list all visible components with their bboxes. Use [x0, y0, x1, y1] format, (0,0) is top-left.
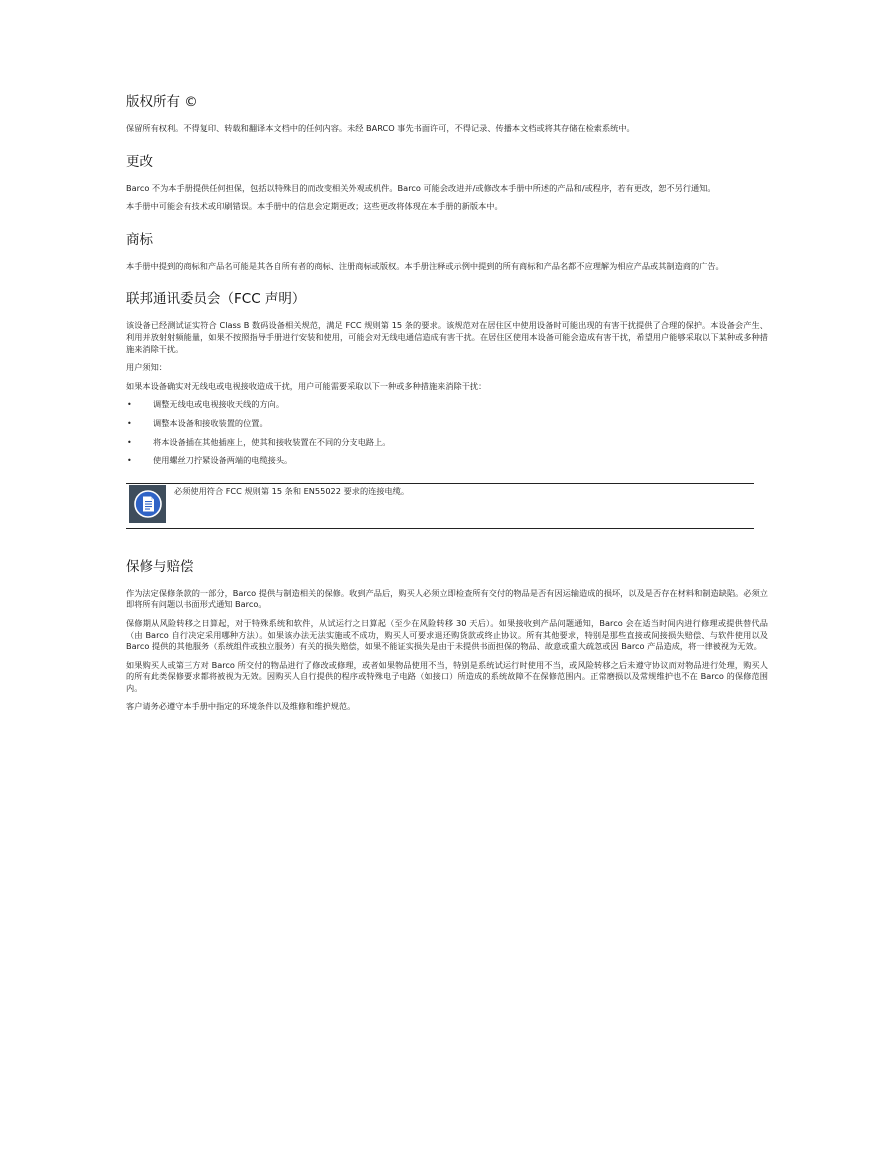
list-item: [126, 399, 768, 411]
warranty-section: [126, 557, 768, 713]
list-item: [126, 455, 768, 467]
copyright-section: [126, 92, 768, 135]
changes-paragraph-2: 本手册中可能会有技术或印刷错误。本手册中的信息会定期更改；这些更改将体现在本手册的新版本中。: [126, 201, 503, 212]
list-item-text: 调整本设备和接收装置的位置。: [153, 417, 268, 428]
fcc-measures-list: [126, 399, 768, 466]
note-text: 必须使用符合 FCC 规则第 15 条和 EN55022 要求的连接电缆。: [174, 485, 410, 496]
list-item: [126, 437, 768, 449]
document-page: [126, 92, 768, 730]
warranty-paragraph-1: 作为法定保修条款的一部分，Barco 提供与制造相关的保修。收到产品后，购买人必须立即检查所有交付的物品是否有因运输造成的损坏，以及是否存在材料和制造缺陷。必须立即将所有问题以书面形式通知 Barco。: [126, 587, 768, 610]
note-box: [126, 483, 754, 529]
warranty-paragraph-3: 如果购买人或第三方对 Barco 所交付的物品进行了修改或修理，或者如果物品使用不当，特别是系统试运行时使用不当，或风险转移之后未遵守协议而对物品进行处理，购买人的所有此类保修要求都将被视为无效。因购买人自行提供的程序或特殊电子电路（如接口）所造成的系统故障不在保修范围内。正常磨损以及常规维护也不在 Barco 的保修范围内。: [126, 659, 768, 693]
warranty-paragraph-4: 客户请务必遵守本手册中指定的环境条件以及维修和维护规范。: [126, 701, 356, 712]
fcc-paragraph-2: 用户须知：: [126, 362, 167, 373]
fcc-heading: 联邦通讯委员会（FCC 声明）: [126, 291, 306, 308]
warranty-heading: 保修与赔偿: [126, 558, 194, 575]
list-item-text: 调整无线电或电视接收天线的方向。: [153, 399, 285, 410]
changes-heading: 更改: [126, 153, 153, 170]
bullet: •: [127, 400, 132, 410]
warranty-paragraph-2: 保修期从风险转移之日算起，对于特殊系统和软件，从试运行之日算起（至少在风险转移 30 天后）。如果接收到产品问题通知，Barco 会在适当时间内进行修理或提供替代品（由 Barco 自行决定采用哪种方法）。如果该办法无法实施或不成功，购买人可要求退还购货款或终止协议。所有其他要求，特别是那些直接或间接损失赔偿、与软件使用以及 Barco 提供的其他服务（系统组件或独立服务）有关的损失赔偿，如果不能证实损失是由于未提供书面担保的物品、故意或重大疏忽或因 Barco 产品造成，将一律被视为无效。: [126, 617, 768, 652]
trademarks-paragraph: 本手册中提到的商标和产品名可能是其各自所有者的商标、注册商标或版权。本手册注释或示例中提到的所有商标和产品名都不应理解为相应产品或其制造商的广告。: [126, 260, 724, 271]
bullet: •: [127, 418, 132, 428]
copyright-heading: 版权所有 ©: [126, 94, 198, 110]
bullet: •: [127, 456, 132, 466]
list-item-text: 使用螺丝刀拧紧设备两端的电缆接头。: [153, 455, 293, 466]
list-item-text: 将本设备插在其他插座上，使其和接收装置在不同的分支电路上。: [153, 436, 391, 447]
changes-section: [126, 152, 768, 213]
document-note-icon: [129, 485, 166, 523]
copyright-paragraph: 保留所有权利。不得复印、转载和翻译本文档中的任何内容。未经 BARCO 事先书面许可，不得记录、传播本文档或将其存储在检索系统中。: [126, 123, 635, 133]
trademarks-section: [126, 230, 768, 273]
fcc-paragraph-3: 如果本设备确实对无线电或电视接收造成干扰，用户可能需要采取以下一种或多种措施来消除干扰：: [126, 380, 487, 391]
fcc-section: [126, 289, 768, 528]
fcc-paragraph-1: 该设备已经测试证实符合 Class B 数码设备相关规范，满足 FCC 规则第 15 条的要求。该规范对在居住区中使用设备时可能出现的有害干扰提供了合理的保护。本设备会产生、利用并放射射频能量，如果不按照指导手册进行安装和使用，可能会对无线电通信造成有害干扰。在居住区使用本设备可能会造成有害干扰，希望用户能够采取以下某种或多种措施来消除干扰。: [126, 320, 768, 354]
changes-paragraph-1: Barco 不为本手册提供任何担保，包括以特殊目的而改变相关外观或机件。Barco 可能会改进并/或修改本手册中所述的产品和/或程序，若有更改，恕不另行通知。: [126, 182, 716, 193]
list-item: [126, 418, 768, 430]
bullet: •: [127, 437, 132, 447]
trademarks-heading: 商标: [126, 231, 153, 248]
